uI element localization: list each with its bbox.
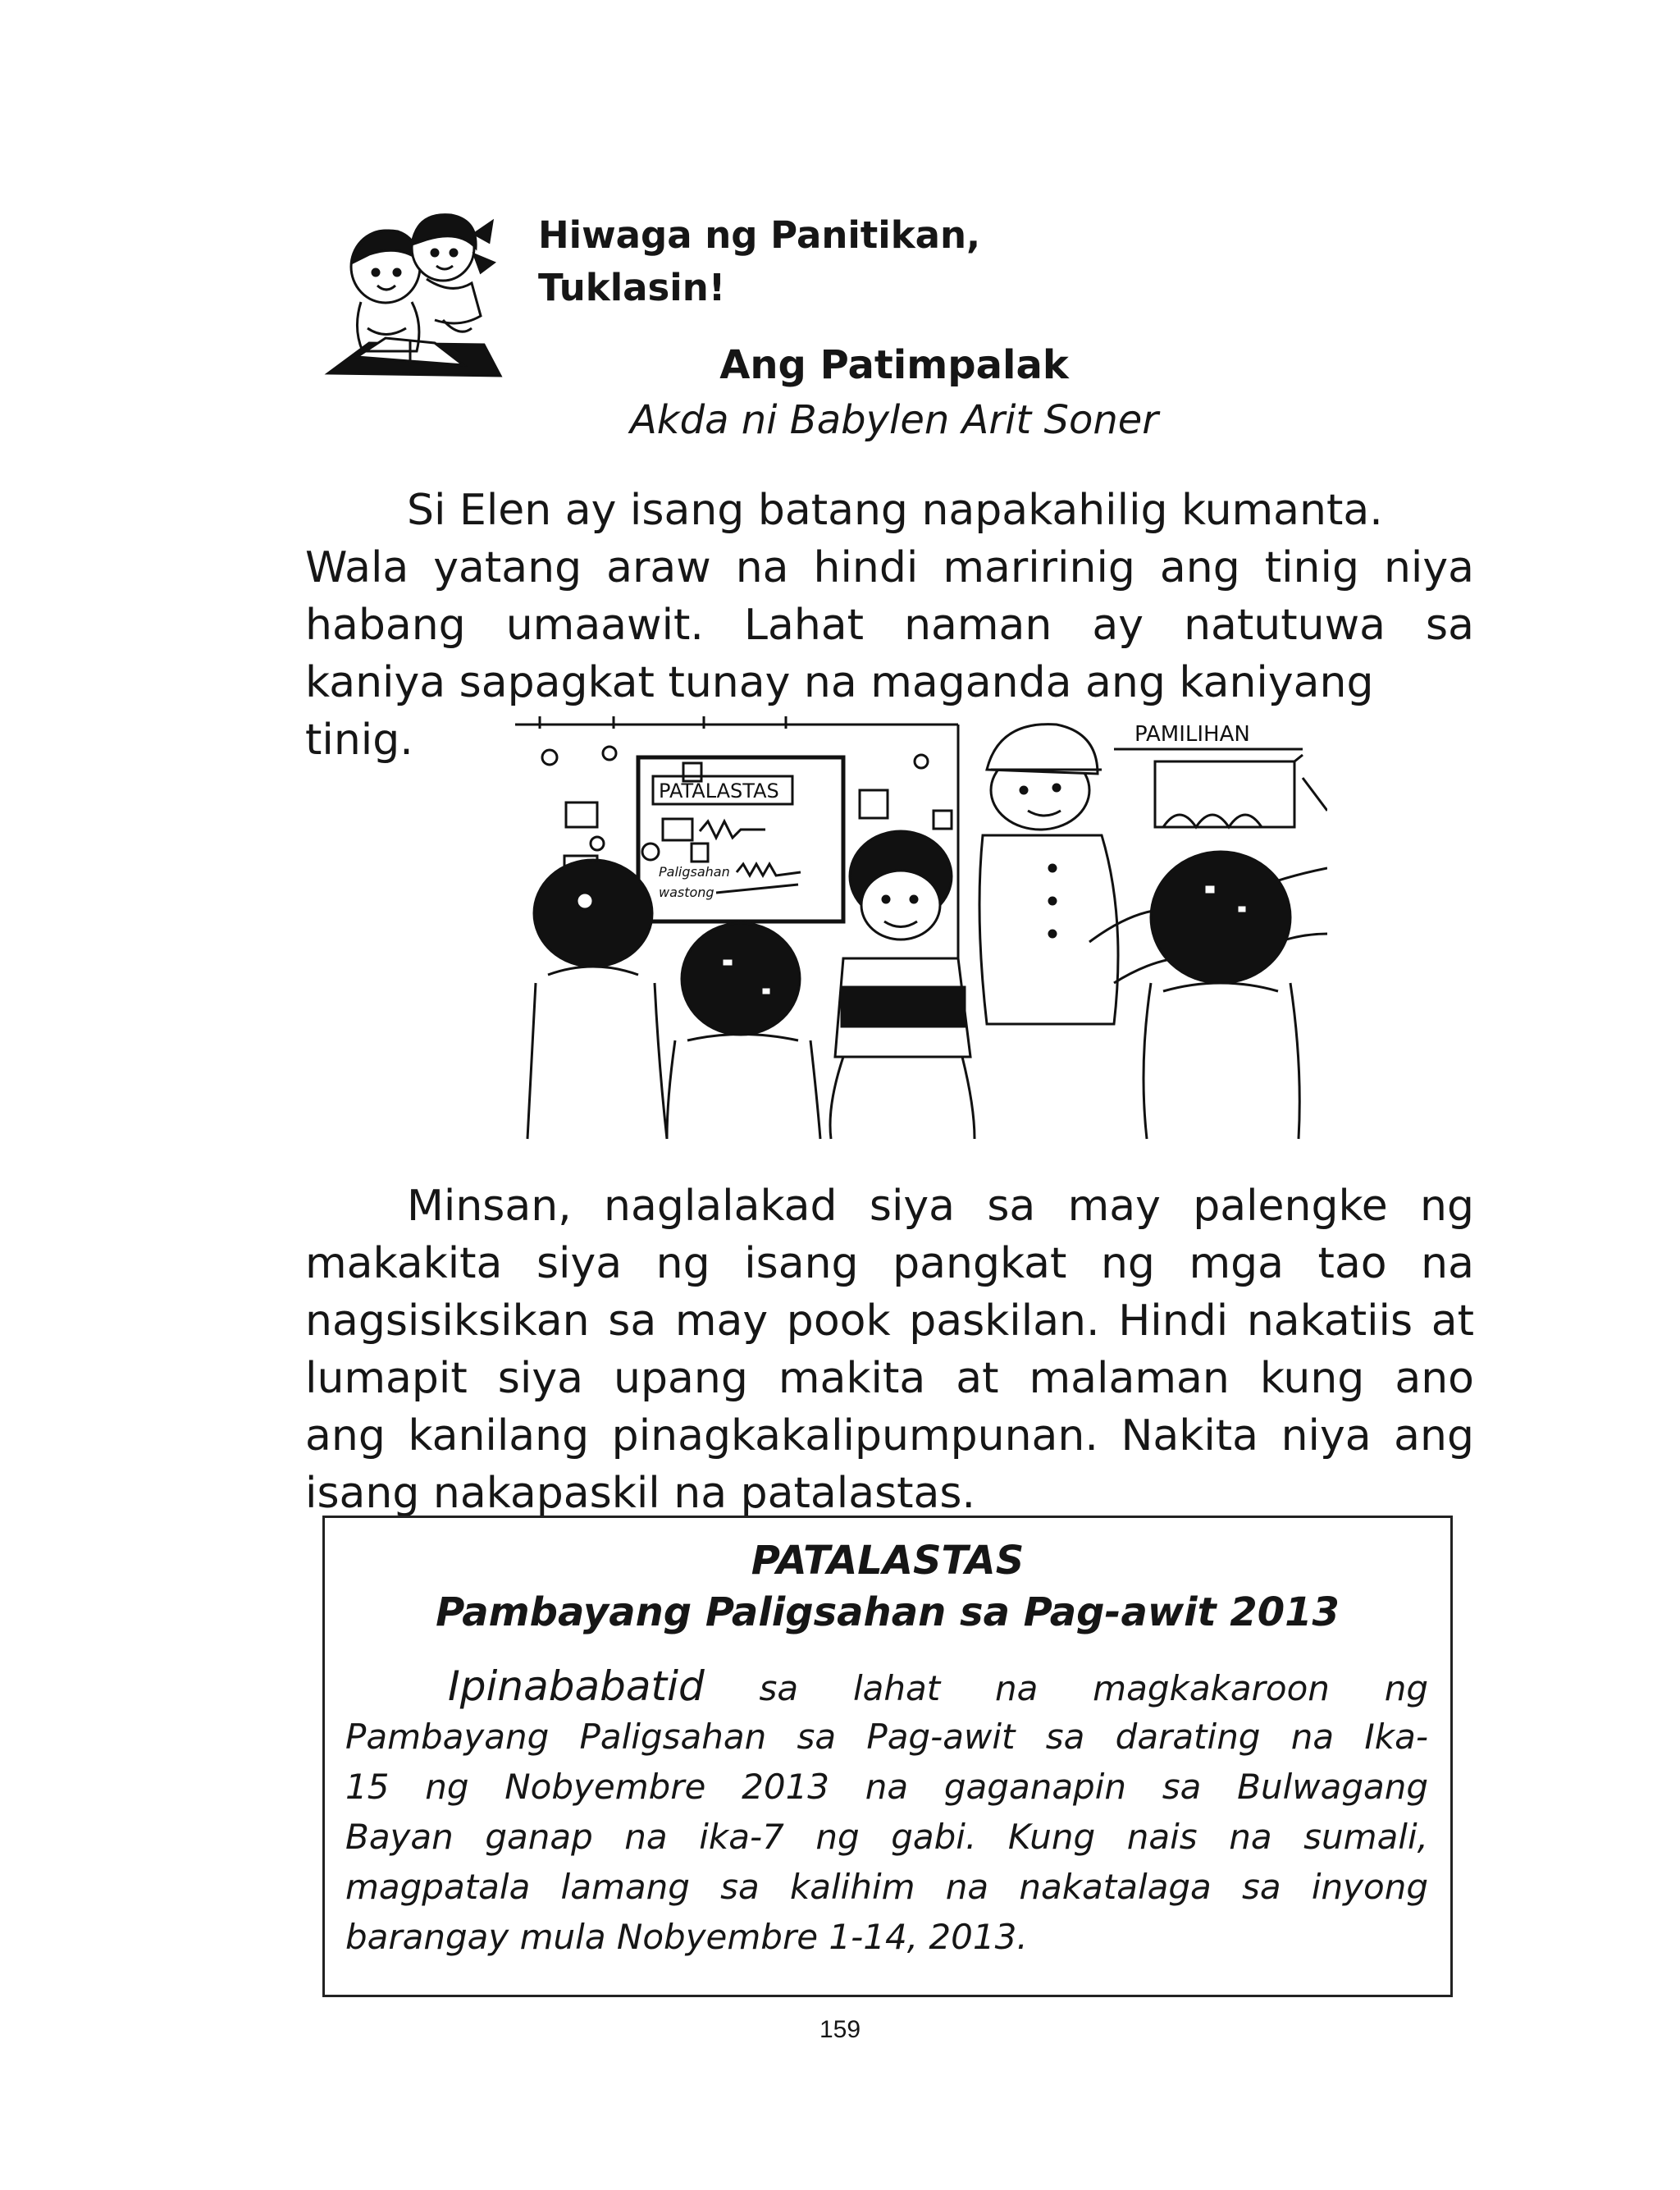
announcement-title: PATALASTAS [751,1538,1025,1584]
announcement-subtitle: Pambayang Paligsahan sa Pag-awit 2013 [436,1589,1340,1635]
story-title: Ang Patimpalak [719,342,1069,388]
paragraph-line: habang umaawit. Lahat naman ay natutuwa sa [305,601,1474,650]
board-label: PATALASTAS [659,780,779,802]
paragraph-line: makakita siya ng isang pangkat ng mga tao na [305,1239,1474,1288]
announcement-line: 15 ng Nobyembre 2013 na gaganapin sa Bulwagang [345,1767,1428,1807]
story-paragraph-2 [305,1177,1474,1522]
bulletin-board-illustration [515,712,1327,1141]
section-heading-line-2: Tuklasin! [538,266,726,309]
announcement-box [322,1516,1453,1997]
announcement-line: Bayan ganap na ika-7 ng gabi. Kung nais na sumali, [345,1817,1428,1857]
paragraph-line: Wala yatang araw na hindi maririnig ang tinig niya [305,543,1474,592]
market-sign: PAMILIHAN [1134,722,1250,747]
announcement-line [345,1662,1428,1712]
board-note-line-1: Paligsahan [659,864,730,880]
children-reading-book-icon [320,205,509,386]
board-note-line-2: wastong [659,885,714,900]
section-heading-line-1: Hiwaga ng Panitikan, [538,213,981,257]
announcement-first-word: Ipinababatid [448,1662,705,1710]
paragraph-line: tinig. [305,716,413,765]
paragraph-line: nagsisiksikan sa may pook paskilan. Hindi nakatiis at [305,1296,1474,1346]
paragraph-line: lumapit siya upang makita at malaman kung ano [305,1354,1474,1403]
section-heading [538,209,1112,314]
announcement-body [345,1662,1428,1962]
announcement-line: magpatala lamang sa kalihim na nakatalaga sa inyong [345,1867,1428,1907]
paragraph-line: Minsan, naglalakad siya sa may palengke ng [407,1182,1474,1231]
paragraph-line: Si Elen ay isang batang napakahilig kumanta. [407,486,1383,535]
announcement-line: Pambayang Paligsahan sa Pag-awit sa darating na Ika- [345,1717,1428,1757]
paragraph-line: kaniya sapagkat tunay na maganda ang kaniyang [305,658,1374,707]
story-author: Akda ni Babylen Arit Soner [629,397,1159,443]
announcement-first-line-rest: sa lahat na magkakaroon ng [759,1668,1428,1708]
page-number: 159 [819,2016,861,2043]
paragraph-line: ang kanilang pinagkakalipumpunan. Nakita niya ang [305,1411,1474,1461]
announcement-line: barangay mula Nobyembre 1-14, 2013. [345,1917,1028,1957]
paragraph-line: isang nakapaskil na patalastas. [305,1469,976,1518]
